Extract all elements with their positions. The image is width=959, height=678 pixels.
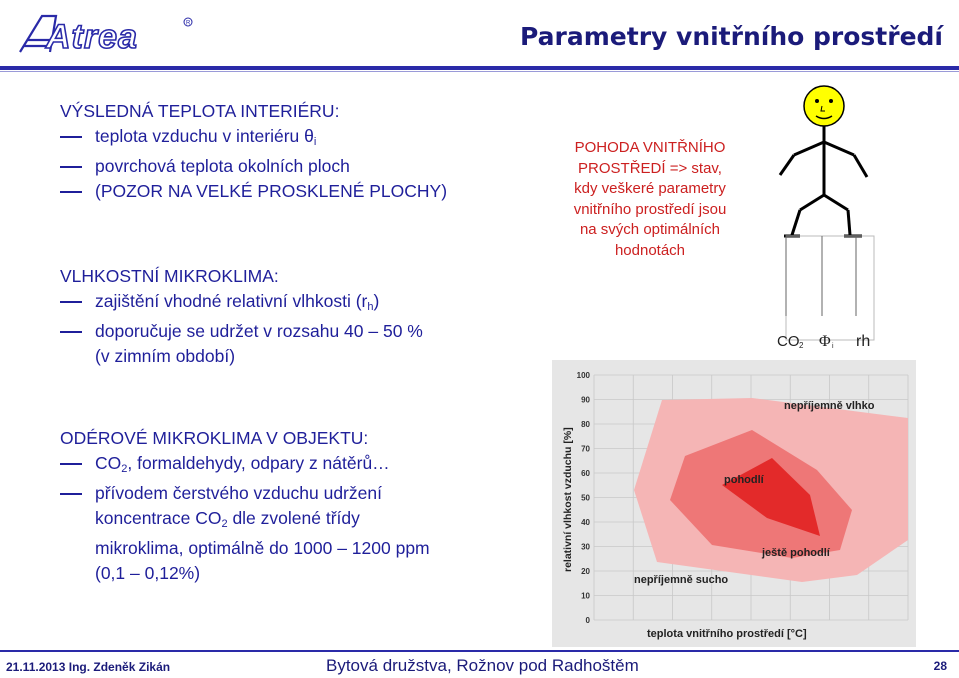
list-item	[60, 179, 447, 204]
y-tick-label: 90	[581, 395, 590, 405]
stick-body	[780, 126, 867, 236]
comfort-line: kdy veškeré parametry	[574, 180, 726, 197]
comfort-line: PROSTŘEDÍ => stav,	[578, 159, 722, 177]
list-item-continuation	[60, 344, 423, 369]
label-phi: Φ	[819, 333, 831, 350]
comfort-line: POHODA VNITŘNÍHO	[574, 139, 726, 156]
label-comfort: pohodlí	[724, 474, 764, 486]
block-humidity	[60, 264, 423, 368]
item-text: (v zimním období)	[95, 345, 236, 366]
header-divider-thin	[0, 71, 959, 72]
y-tick-label: 0	[585, 616, 590, 625]
y-tick-label: 80	[581, 420, 590, 429]
list-item	[60, 481, 430, 506]
y-tick-label: 100	[576, 371, 590, 380]
logo-text: Atrea	[46, 18, 138, 56]
label-phi-sub: i	[832, 343, 834, 350]
item-text: povrchová teplota okolních ploch	[95, 156, 350, 176]
list-item	[60, 289, 423, 320]
item-text: CO	[95, 452, 122, 473]
item-text: teplota vzduchu v interiéru θ	[95, 125, 314, 146]
list-item-continuation	[60, 536, 430, 561]
item-text: (0,1 – 0,12%)	[95, 562, 201, 583]
y-tick-label: 40	[581, 518, 590, 527]
svg-text:R: R	[186, 20, 191, 27]
item-text: zajištění vhodné relativní vlhkosti (r	[95, 290, 368, 311]
comfort-line: vnitřního prostředí jsou	[573, 200, 727, 218]
atrea-logo	[16, 10, 196, 58]
x-axis-label: teplota vnitřního prostředí [°C]	[647, 628, 807, 640]
item-text: (POZOR NA VELKÉ PROSKLENÉ PLOCHY)	[95, 180, 448, 201]
subscript: 2	[221, 517, 228, 530]
item-text: doporučuje se udržet v rozsahu 40 – 50 %	[95, 321, 423, 341]
subscript: i	[313, 135, 317, 148]
item-text: mikroklima, optimálně do 1000 – 1200 ppm	[95, 538, 430, 558]
comfort-line: na svých optimálních	[579, 221, 721, 238]
header-divider	[0, 66, 959, 70]
label-dry: nepříjemně sucho	[634, 574, 729, 586]
y-tick-label: 70	[581, 444, 590, 454]
heading-odor: ODÉROVÉ MIKROKLIMA V OBJEKTU:	[60, 428, 369, 448]
comfort-chart	[552, 360, 916, 647]
y-axis-label: relativní vlhkost vzduchu [%]	[562, 427, 574, 572]
label-humid: nepříjemně vlhko	[784, 400, 875, 412]
item-text: koncentrace CO	[95, 507, 222, 528]
comfort-definition	[540, 138, 760, 261]
block-temperature	[60, 99, 447, 203]
label-rh: rh	[856, 333, 871, 350]
list-item	[60, 154, 447, 179]
footer-date-author: 21.11.2013 Ing. Zdeněk Zikán	[6, 660, 171, 674]
item-text: přívodem čerstvého vzduchu udržení	[95, 483, 382, 503]
page-number: 28	[933, 659, 947, 673]
list-item-continuation	[60, 561, 430, 586]
footer-organization: Bytová družstva, Rožnov pod Radhoštěm	[326, 656, 639, 675]
subscript: 2	[121, 462, 128, 475]
heading-temperature: VÝSLEDNÁ TEPLOTA INTERIÉRU:	[60, 101, 340, 121]
heading-humidity: VLHKOSTNÍ MIKROKLIMA:	[60, 266, 279, 286]
block-odor	[60, 426, 430, 585]
face-icon	[804, 86, 844, 126]
slide-title: Parametry vnitřního prostředí	[520, 22, 943, 51]
y-tick-label: 50	[581, 493, 590, 503]
list-item-continuation	[60, 506, 430, 537]
item-text: )	[373, 290, 380, 311]
list-item	[60, 451, 430, 482]
list-item	[60, 319, 423, 344]
list-item	[60, 124, 447, 155]
stick-figure-illustration	[732, 80, 932, 356]
item-text: , formaldehydy, odpary z nátěrů…	[127, 452, 390, 473]
item-text: dle zvolené třídy	[227, 507, 360, 528]
label-still-comfort: ještě pohodlí	[762, 547, 830, 559]
comfort-line: hodnotách	[614, 241, 686, 259]
y-tick-label: 30	[581, 542, 590, 552]
y-tick-label: 20	[581, 567, 590, 576]
footer-divider	[0, 650, 959, 652]
y-tick-label: 60	[581, 469, 590, 478]
label-co2-sub: 2	[799, 341, 804, 350]
label-co2: CO	[777, 333, 800, 350]
subscript: h	[367, 300, 374, 313]
figure-stand	[786, 236, 874, 340]
y-tick-label: 10	[581, 591, 590, 601]
